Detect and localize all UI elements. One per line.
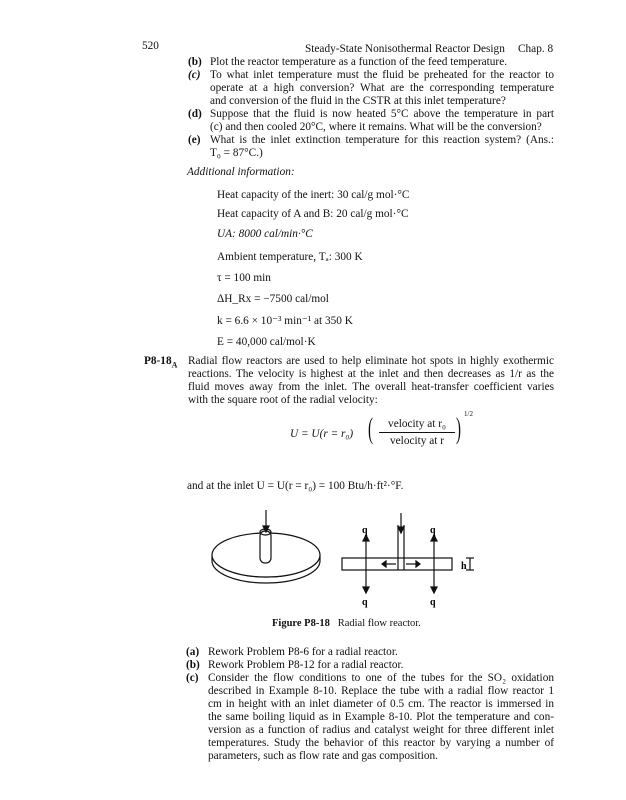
heat-flux-label: q [430,525,436,536]
left-paren: ( [368,412,373,445]
intro-line: reactions. The velocity is highest at the inlet and then decreases as 1/r as the [188,368,554,380]
part-text: Suppose that the fluid is now heated 5°C above the temperature in part [210,108,554,120]
equation-numerator: velocity at r₀ [388,418,446,430]
heat-flux-label: q [430,597,436,608]
radial-flow-reactor-figure [200,505,480,615]
right-paren: ) [456,412,461,445]
chapter-label: Chap. 8 [518,43,554,55]
part-text: (c) and then cooled 20°C, where it remains. What will be the conversion? [210,121,542,133]
part-label: (c) [186,672,199,684]
part-label: (e) [188,134,201,146]
part-label: (b) [186,659,200,671]
running-title: Steady-State Nonisothermal Reactor Design [305,43,505,55]
info-item: τ = 100 min [217,272,271,284]
figure-caption-text: Radial flow reactor. [337,618,421,629]
part-label: (d) [188,108,202,120]
problem-difficulty: A [171,360,178,370]
info-item: E = 40,000 cal/mol·K [217,336,316,348]
info-item: Heat capacity of A and B: 20 cal/g mol·°C [217,208,409,220]
info-item: UA: 8000 cal/min·°C [217,228,313,240]
additional-info-heading: Additional information: [187,166,295,178]
part-text: temperatures. Study the behavior of this reactor by varying a number of [208,737,554,749]
problem-number [144,355,177,371]
heat-flux-label: q [362,597,368,608]
info-item: Ambient temperature, Tₐ: 300 K [217,251,363,263]
part-text: Plot the reactor temperature as a function of the feed temperature. [210,56,508,68]
equation-exponent: 1/2 [464,410,473,418]
part-text: What is the inlet extinction temperature for this reaction system? (Ans.: [210,134,554,146]
part-label: (a) [186,646,200,658]
problem-number-text: P8-18 [144,355,172,367]
info-item: ΔH_Rx = −7500 cal/mol [217,293,329,305]
intro-line: Radial flow reactors are used to help eliminate hot spots in highly exothermic [188,355,554,367]
part-text: operate at a high conversion? What are the corresponding temperature [210,82,554,94]
part-label: (c) [188,69,201,81]
figure-caption [272,617,421,630]
part-text: Rework Problem P8-6 for a radial reactor. [208,646,398,658]
part-text: To what inlet temperature must the fluid be preheated for the reactor to [210,69,554,81]
page-number: 520 [142,40,159,52]
inlet-condition: and at the inlet U = U(r = r₀) = 100 Btu/h·ft²·°F. [187,480,404,492]
info-item: k = 6.6 × 10⁻³ min⁻¹ at 350 K [217,315,353,327]
part-text: T₀ = 87°C.) [210,147,263,159]
intro-line: with the square root of the radial velocity: [188,394,378,406]
part-text: version as a function of radius and catalyst weight for three different inlet [208,724,554,736]
part-text: cm in height with an inlet diameter of 0.5 cm. The reactor is immersed in [208,698,554,710]
part-text: Rework Problem P8-12 for a radial reactor. [208,659,404,671]
info-item: Heat capacity of the inert: 30 cal/g mol·°C [217,189,410,201]
height-label: h [461,561,467,572]
equation-lhs: U = U(r = r₀) [290,428,354,440]
intro-line: fluid moves away from the inlet. The overall heat-transfer coefficient varies [188,381,554,393]
part-text: parameters, such as flow rate and gas composition. [208,750,438,762]
figure-label: Figure P8-18 [272,618,330,629]
part-text: the same boiling liquid as in Example 8-10. Plot the temperature and con- [208,711,554,723]
fraction-bar [379,432,455,433]
equation-denominator: velocity at r [390,435,444,447]
part-label: (b) [188,56,202,68]
part-text: described in Example 8-10. Replace the tube with a radial flow reactor 1 [208,685,554,697]
disk-reactor-drawing [212,510,320,583]
heat-flux-label: q [362,525,368,536]
part-text: and conversion of the fluid in the CSTR at this inlet temperature? [210,95,506,107]
part-text: Consider the flow conditions to one of the tubes for the SO₂ oxidation [208,672,554,684]
